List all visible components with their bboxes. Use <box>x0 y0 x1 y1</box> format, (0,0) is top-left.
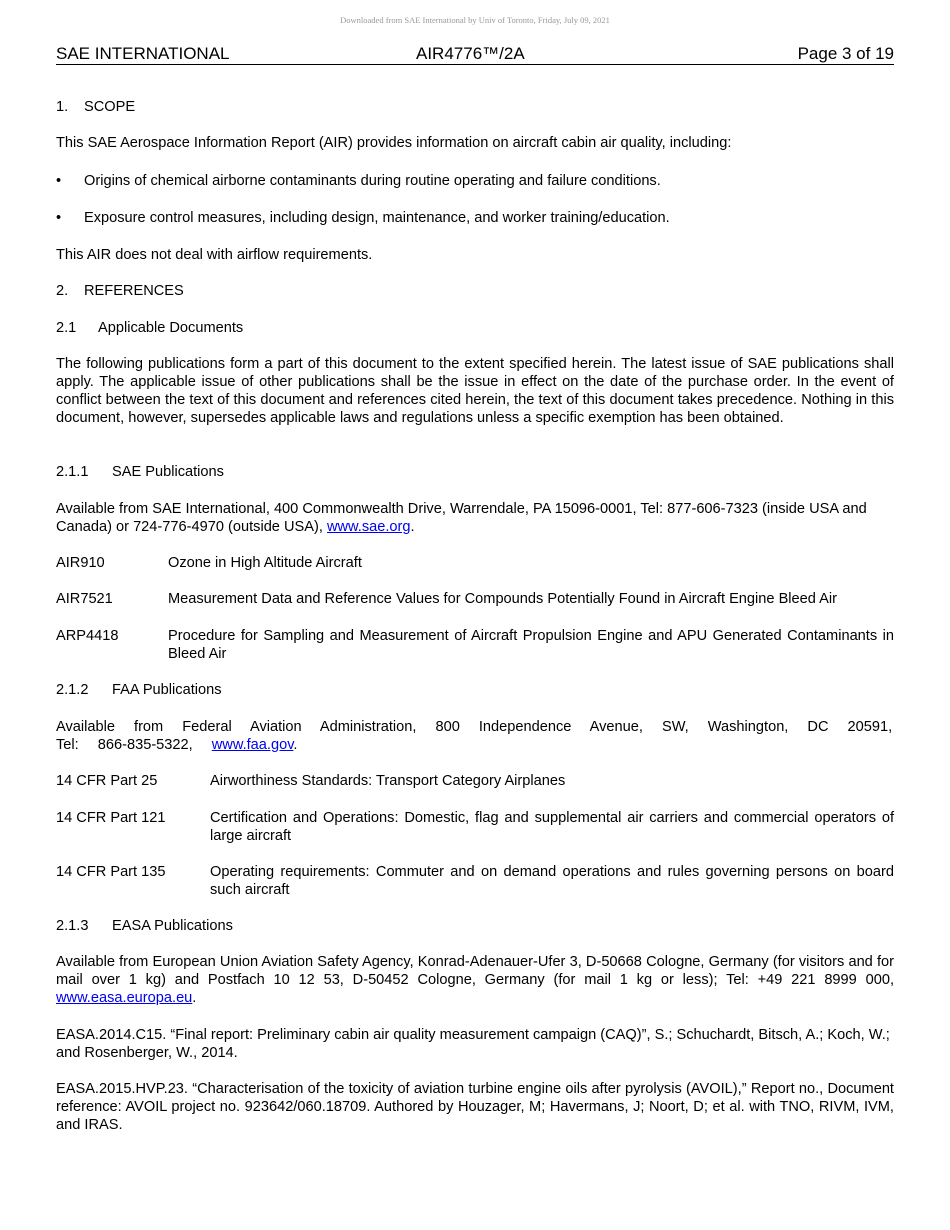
reference-code: AIR910 <box>56 555 105 571</box>
availability-text: Available from SAE International, 400 Commonwealth Drive, Warrendale, PA 15096-0001, Tel: 877-606-7323 (inside USA and Canada) or 724-776-4970 (outside USA), <box>56 501 867 535</box>
header-doc-id: AIR4776™/2A <box>416 44 525 63</box>
reference-title: Operating requirements: Commuter and on demand operations and rules governing persons on board such aircraft <box>210 864 894 898</box>
subsection-title: FAA Publications <box>112 682 222 698</box>
section-number: 1. <box>56 99 69 115</box>
reference-title: Airworthiness Standards: Transport Category Airplanes <box>210 773 566 789</box>
reference-title: Ozone in High Altitude Aircraft <box>168 555 362 571</box>
bullet-text: Origins of chemical airborne contaminants during routine operating and failure conditions. <box>84 173 661 189</box>
bullet-dot: • <box>56 173 62 189</box>
scope-intro: This SAE Aerospace Information Report (AIR) provides information on aircraft cabin air quality, including: <box>56 135 732 151</box>
subsection-number: 2.1.2 <box>56 682 89 698</box>
reference-code: 14 CFR Part 25 <box>56 773 158 789</box>
reference-title: Measurement Data and Reference Values for Compounds Potentially Found in Aircraft Engine Bleed Air <box>168 591 837 607</box>
subsection-number: 2.1 <box>56 320 77 336</box>
reference-code: 14 CFR Part 121 <box>56 810 166 826</box>
availability-text: Available from European Union Aviation Safety Agency, Konrad-Adenauer-Ufer 3, D-50668 Cologne, Germany (for visitors and for mail over 1 kg) and Postfach 10 12 53, D-50452 Cologne, Germany (for mail 1 kg or less); Tel: +49 221 8999 000, <box>56 954 894 988</box>
subsection-heading-faa <box>56 681 894 699</box>
applicable-documents-text: The following publications form a part of this document to the extent specified herein. The latest issue of SAE publications shall apply. The applicable issue of other publications shall be the issue in effect on the date of the purchase order. In the event of conflict between the text of this document and references cited herein, the text of this document takes precedence. Nothing in this document, however, supersedes applicable laws and regulations unless a specific exemption has been obtained. <box>56 356 894 426</box>
faa-website-link[interactable]: www.faa.gov <box>211 737 294 753</box>
header-page-number: Page 3 of 19 <box>797 44 894 63</box>
subsection-number: 2.1.3 <box>56 918 89 934</box>
bullet-text: Exposure control measures, including design, maintenance, and worker training/education. <box>84 210 670 226</box>
subsection-heading-easa <box>56 917 894 935</box>
subsection-title: SAE Publications <box>112 464 224 480</box>
subsection-heading-applicable <box>56 319 894 337</box>
bullet-dot: • <box>56 210 62 226</box>
subsection-title: Applicable Documents <box>98 320 244 336</box>
subsection-number: 2.1.1 <box>56 464 89 480</box>
reference-title: Certification and Operations: Domestic, flag and supplemental air carriers and commercial operators of large aircraft <box>210 810 894 844</box>
easa-reference-entry: EASA.2014.C15. “Final report: Preliminary cabin air quality measurement campaign (CAQ)”, S.; Schuchardt, Bitsch, A.; Koch, W.; and Rosenberger, W., 2014. <box>56 1027 890 1061</box>
availability-period: . <box>410 519 415 535</box>
availability-text: Available from Federal Aviation Administration, 800 Independence Avenue, SW, Washington, DC 20591, Tel: 866-835-5322, <box>56 719 893 753</box>
download-watermark: Downloaded from SAE International by Univ of Toronto, Friday, July 09, 2021 <box>340 15 610 25</box>
section-title: REFERENCES <box>84 283 184 299</box>
availability-period: . <box>293 737 298 753</box>
reference-code: ARP4418 <box>56 628 119 644</box>
scope-note: This AIR does not deal with airflow requirements. <box>56 247 373 263</box>
reference-code: 14 CFR Part 135 <box>56 864 166 880</box>
sae-availability <box>56 500 894 536</box>
subsection-heading-sae <box>56 463 894 481</box>
page-header <box>56 44 894 65</box>
easa-website-link[interactable]: www.easa.europa.eu <box>56 990 193 1006</box>
section-number: 2. <box>56 283 69 299</box>
header-org: SAE INTERNATIONAL <box>56 44 230 63</box>
faa-availability <box>56 718 894 754</box>
easa-availability <box>56 953 894 1007</box>
section-heading-references <box>56 282 894 300</box>
subsection-title: EASA Publications <box>112 918 233 934</box>
reference-code: AIR7521 <box>56 591 113 607</box>
section-title: SCOPE <box>84 99 136 115</box>
sae-website-link[interactable]: www.sae.org <box>326 519 411 535</box>
availability-period: . <box>192 990 197 1006</box>
easa-reference-entry: EASA.2015.HVP.23. “Characterisation of the toxicity of aviation turbine engine oils after pyrolysis (AVOIL),” Report no., Document reference: AVOIL project no. 923642/060.18709. Authored by Houzager, M; Havermans, J; Noort, D; et al. with TNO, RIVM, IVM, and IRAS. <box>56 1081 894 1133</box>
reference-title: Procedure for Sampling and Measurement of Aircraft Propulsion Engine and APU Generated Contaminants in Bleed Air <box>168 628 894 662</box>
section-heading-scope <box>56 98 894 116</box>
